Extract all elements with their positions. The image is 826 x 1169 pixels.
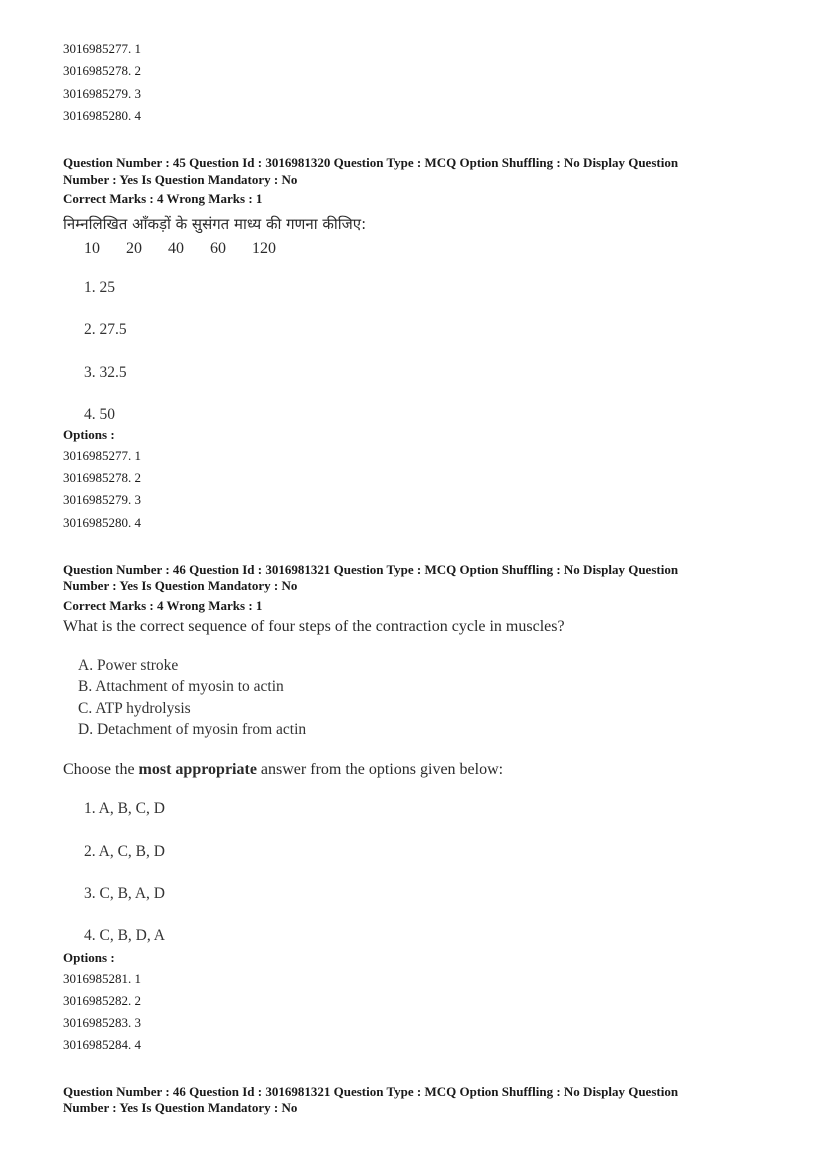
q46-choice-3: 3. C, B, A, D bbox=[84, 885, 165, 902]
q45-meta-line2: Number : Yes Is Question Mandatory : No bbox=[63, 172, 298, 187]
q46-option-1: 3016985281. 1 bbox=[63, 971, 141, 986]
q45-value: 120 bbox=[252, 240, 276, 257]
q46-choice-4: 4. C, B, D, A bbox=[84, 927, 165, 944]
q45-value: 60 bbox=[210, 240, 226, 257]
q45-data-values bbox=[84, 240, 302, 258]
q46-instruction-emphasis: most appropriate bbox=[138, 761, 257, 778]
q46-option-2: 3016985282. 2 bbox=[63, 993, 141, 1008]
q45-option-1: 3016985277. 1 bbox=[63, 448, 141, 463]
q46-marks: Correct Marks : 4 Wrong Marks : 1 bbox=[63, 598, 263, 613]
q46-instruction-pre: Choose the bbox=[63, 761, 139, 778]
q45-value: 10 bbox=[84, 240, 100, 257]
q45-meta-line1: Question Number : 45 Question Id : 3016981320 Question Type : MCQ Option Shuffling : No Display Question bbox=[63, 155, 679, 170]
prev-option-3: 3016985279. 3 bbox=[63, 86, 141, 101]
q46-option-4: 3016985284. 4 bbox=[63, 1037, 141, 1052]
q45-marks: Correct Marks : 4 Wrong Marks : 1 bbox=[63, 191, 263, 206]
prev-option-1: 3016985277. 1 bbox=[63, 41, 141, 56]
q46-step-d: D. Detachment of myosin from actin bbox=[78, 721, 307, 738]
q46-step-c: C. ATP hydrolysis bbox=[78, 700, 191, 717]
prev-option-4: 3016985280. 4 bbox=[63, 108, 141, 123]
q46-step-a: A. Power stroke bbox=[78, 657, 179, 674]
q45-option-2: 3016985278. 2 bbox=[63, 470, 141, 485]
q46-choice-1: 1. A, B, C, D bbox=[84, 800, 165, 817]
q45-options-label: Options : bbox=[63, 427, 115, 442]
q46-repeat-meta-line1: Question Number : 46 Question Id : 3016981321 Question Type : MCQ Option Shuffling : No Display Question bbox=[63, 1084, 679, 1099]
q46-instruction bbox=[63, 761, 503, 779]
q46-repeat-meta-line2: Number : Yes Is Question Mandatory : No bbox=[63, 1100, 298, 1115]
q45-choice-1: 1. 25 bbox=[84, 279, 115, 296]
q45-choice-2: 2. 27.5 bbox=[84, 321, 127, 338]
q46-instruction-post: answer from the options given below: bbox=[256, 761, 504, 778]
q45-value: 40 bbox=[168, 240, 184, 257]
q45-question-text: निम्नलिखित आँकड़ों के सुसंगत माध्य की गणना कीजिए: bbox=[63, 215, 367, 233]
q45-option-3: 3016985279. 3 bbox=[63, 492, 141, 507]
q45-choice-4: 4. 50 bbox=[84, 406, 115, 423]
q46-choice-2: 2. A, C, B, D bbox=[84, 843, 165, 860]
q45-option-4: 3016985280. 4 bbox=[63, 515, 141, 530]
q46-step-b: B. Attachment of myosin to actin bbox=[78, 678, 284, 695]
q46-options-label: Options : bbox=[63, 950, 115, 965]
q46-option-3: 3016985283. 3 bbox=[63, 1015, 141, 1030]
q46-meta-line1: Question Number : 46 Question Id : 3016981321 Question Type : MCQ Option Shuffling : No Display Question bbox=[63, 562, 679, 577]
q45-choice-3: 3. 32.5 bbox=[84, 364, 127, 381]
q45-value: 20 bbox=[126, 240, 142, 257]
q46-question-text: What is the correct sequence of four steps of the contraction cycle in muscles? bbox=[63, 618, 565, 635]
q46-meta-line2: Number : Yes Is Question Mandatory : No bbox=[63, 578, 298, 593]
prev-option-2: 3016985278. 2 bbox=[63, 63, 141, 78]
